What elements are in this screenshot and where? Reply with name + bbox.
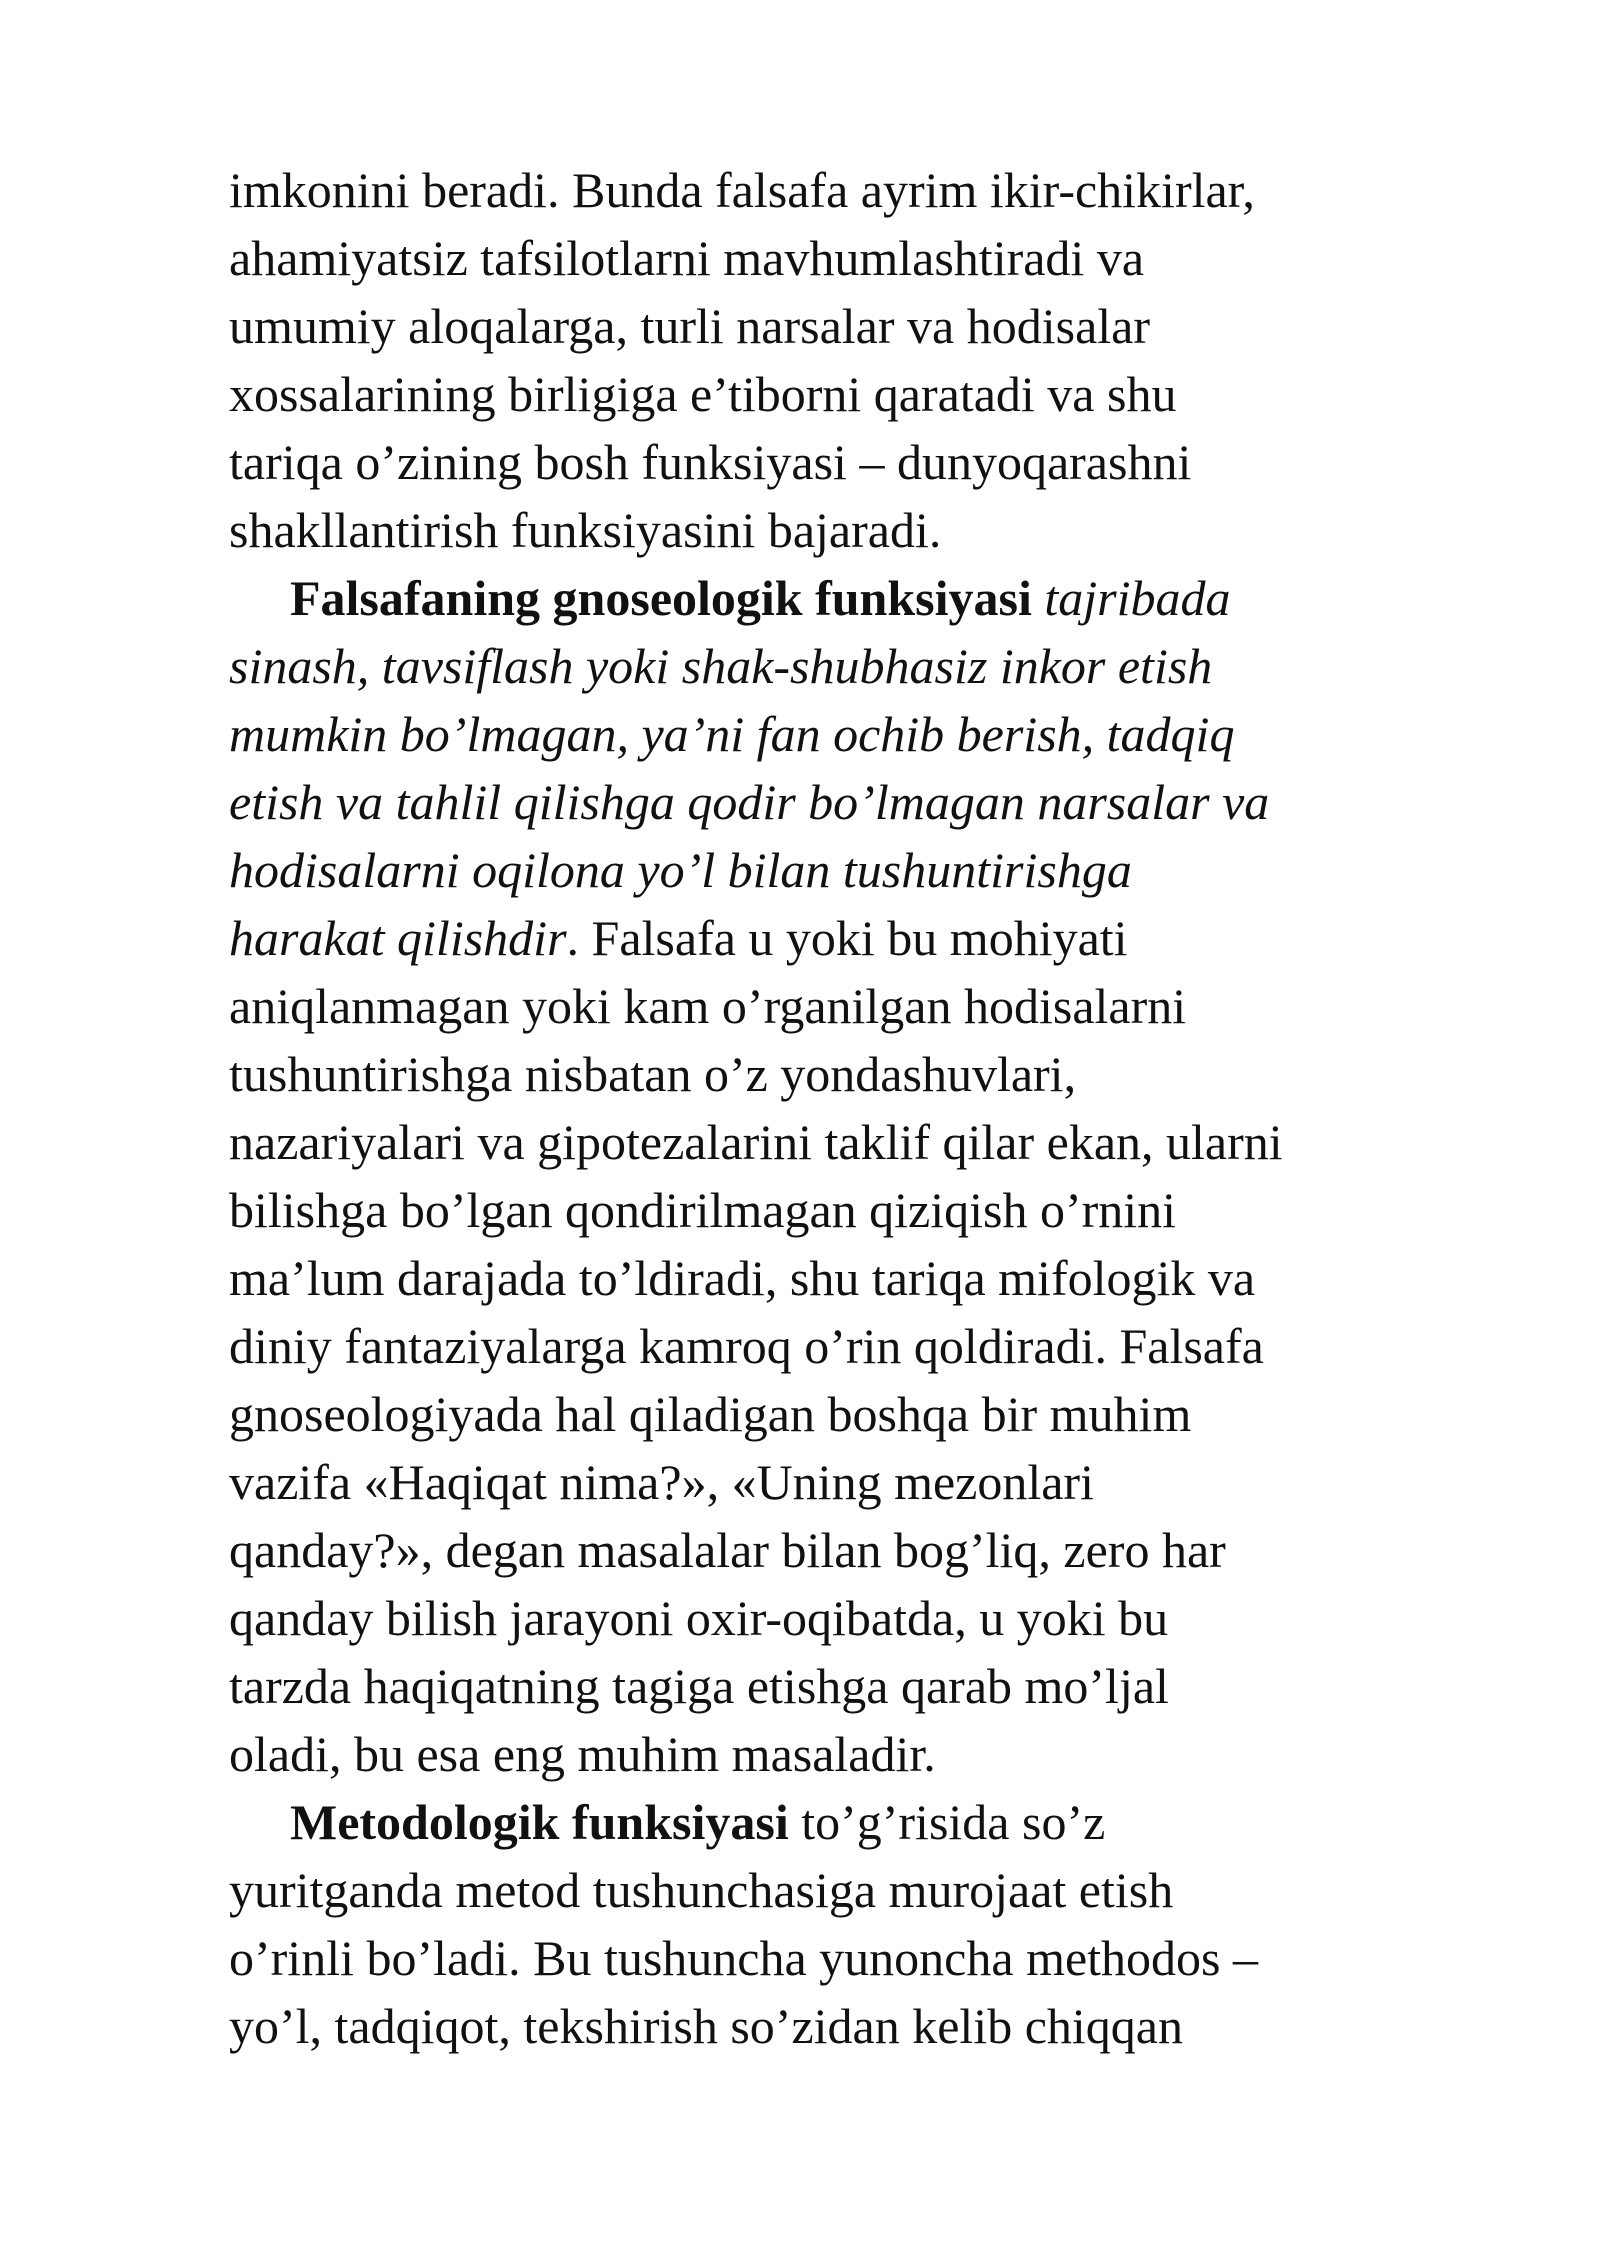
text-segment: o’rinli bo’ladi. Bu tushuncha yunoncha methodos – (229, 1930, 1259, 1986)
text-line (229, 1040, 1600, 1108)
text-line (229, 1584, 1600, 1652)
paragraph (229, 564, 1600, 1788)
bold-term: Metodologik funksiyasi (290, 1794, 789, 1850)
text-line (229, 1108, 1600, 1176)
text-segment: umumiy aloqalarga, turli narsalar va hodisalar (229, 298, 1150, 354)
text-line (229, 768, 1600, 836)
italic-text: mumkin bo’lmagan, ya’ni fan ochib berish, tadqiq (229, 706, 1235, 762)
italic-text: hodisalarni oqilona yo’l bilan tushuntirishga (229, 842, 1132, 898)
text-line (229, 700, 1600, 768)
text-line (229, 1244, 1600, 1312)
text-line (229, 496, 1600, 564)
text-segment: tariqa o’zining bosh funksiyasi – dunyoqarashni (229, 434, 1192, 490)
text-segment: qanday?», degan masalalar bilan bog’liq, zero har (229, 1522, 1226, 1578)
text-segment: vazifa «Haqiqat nima?», «Uning mezonlari (229, 1454, 1094, 1510)
text-line (229, 224, 1600, 292)
text-line (229, 1720, 1600, 1788)
text-segment: xossalarining birligiga e’tiborni qaratadi va shu (229, 366, 1177, 422)
text-segment: yuritganda metod tushunchasiga murojaat etish (229, 1862, 1174, 1918)
italic-text: harakat qilishdir (229, 910, 567, 966)
text-line (229, 1380, 1600, 1448)
text-line (229, 360, 1600, 428)
text-line (229, 1992, 1600, 2060)
text-line (229, 836, 1600, 904)
text-line (229, 632, 1600, 700)
text-segment: imkonini beradi. Bunda falsafa ayrim ikir-chikirlar, (229, 162, 1255, 218)
text-segment: to’g’risida so’z (788, 1794, 1106, 1850)
text-line (229, 972, 1600, 1040)
text-line (229, 904, 1600, 972)
body-text (229, 156, 1600, 2060)
text-segment: ma’lum darajada to’ldiradi, shu tariqa mifologik va (229, 1250, 1256, 1306)
text-line (229, 1176, 1600, 1244)
text-line (229, 1924, 1600, 1992)
text-segment: . Falsafa u yoki bu mohiyati (566, 910, 1128, 966)
text-segment: ahamiyatsiz tafsilotlarni mavhumlashtiradi va (229, 230, 1145, 286)
text-segment: qanday bilish jarayoni oxir-oqibatda, u yoki bu (229, 1590, 1169, 1646)
text-line (229, 1856, 1600, 1924)
text-segment: tarzda haqiqatning tagiga etishga qarab mo’ljal (229, 1658, 1169, 1714)
text-line (229, 1788, 1600, 1856)
text-segment: oladi, bu esa eng muhim masaladir. (229, 1726, 936, 1782)
text-line (229, 1448, 1600, 1516)
text-line (229, 1652, 1600, 1720)
paragraph (229, 1788, 1600, 2060)
italic-text: tajribada (1031, 570, 1231, 626)
text-line (229, 156, 1600, 224)
paragraph (229, 156, 1600, 564)
text-segment: yo’l, tadqiqot, tekshirish so’zidan kelib chiqqan (229, 1998, 1183, 2054)
text-line (229, 564, 1600, 632)
italic-text: sinash, tavsiflash yoki shak-shubhasiz inkor etish (229, 638, 1213, 694)
text-segment: nazariyalari va gipotezalarini taklif qilar ekan, ularni (229, 1114, 1283, 1170)
text-line (229, 1516, 1600, 1584)
italic-text: etish va tahlil qilishga qodir bo’lmagan narsalar va (229, 774, 1270, 830)
text-segment: tushuntirishga nisbatan o’z yondashuvlari, (229, 1046, 1077, 1102)
text-segment: bilishga bo’lgan qondirilmagan qiziqish o’rnini (229, 1182, 1177, 1238)
text-segment: shakllantirish funksiyasini bajaradi. (229, 502, 942, 558)
text-segment: gnoseologiyada hal qiladigan boshqa bir muhim (229, 1386, 1192, 1442)
text-segment: aniqlanmagan yoki kam o’rganilgan hodisalarni (229, 978, 1187, 1034)
text-line (229, 428, 1600, 496)
bold-term: Falsafaning gnoseologik funksiyasi (290, 570, 1032, 626)
text-line (229, 292, 1600, 360)
text-segment: diniy fantaziyalarga kamroq o’rin qoldiradi. Falsafa (229, 1318, 1264, 1374)
text-line (229, 1312, 1600, 1380)
